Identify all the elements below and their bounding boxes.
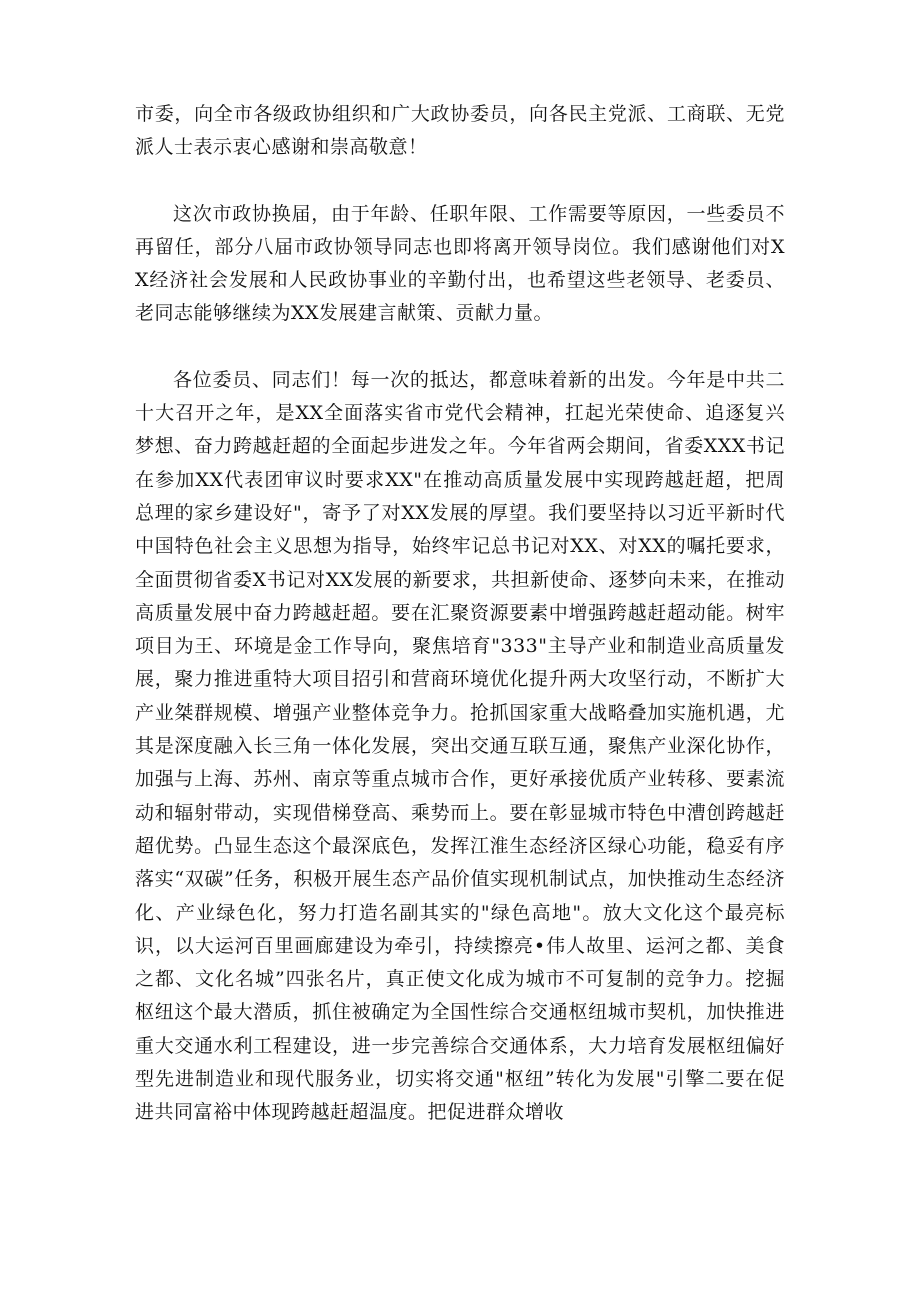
paragraph-1: 市委，向全市各级政协组织和广大政协委员，向各民主党派、工商联、无党派人士表示衷心感谢和崇高敬意！	[135, 103, 785, 159]
paragraph-2: 这次市政协换届，由于年龄、任职年限、工作需要等原因，一些委员不再留任，部分八届市政协领导同志也即将离开领导岗位。我们感谢他们对XX经济社会发展和人民政协事业的辛勤付出，也希望这些老领导、老委员、老同志能够继续为XX发展建言献策、贡献力量。	[135, 202, 785, 325]
document-body	[135, 98, 785, 1163]
paragraph-3: 各位委员、同志们！每一次的抵达，都意味着新的出发。今年是中共二十大召开之年，是XX全面落实省市党代会精神，扛起光荣使命、追逐复兴梦想、奋力跨越赶超的全面起步进发之年。今年省两会期间，省委XXX书记在参加XX代表团审议时要求XX"在推动高质量发展中实现跨越赶超，把周总理的家乡建设好"，寄予了对XX发展的厚望。我们要坚持以习近平新时代中国特色社会主义思想为指导，始终牢记总书记对XX、对XX的嘱托要求，全面贯彻省委X书记对XX发展的新要求，共担新使命、逐梦向未来，在推动高质量发展中奋力跨越赶超。要在汇聚资源要素中增强跨越赶超动能。树牢项目为王、环境是金工作导向，聚焦培育"333"主导产业和制造业高质量发展，聚力推进重特大项目招引和营商环境优化提升两大攻坚行动，不断扩大产业桀群规模、增强产业整体竞争力。抢抓国家重大战略叠加实施机遇，尤其是深度融入长三角一体化发展，突出交通互联互通，聚焦产业深化协作，加强与上海、苏州、南京等重点城市合作，更好承接优质产业转移、要素流动和辐射带动，实现借梯登高、乘势而上。要在彰显城市特色中漕创跨越赶超优势。凸显生态这个最深底色，发挥江淮生态经济区绿心功能，稳妥有序落实“双碳”任务，积极开展生态产品价值实现机制试点，加快推动生态经济化、产业绿色化，努力打造名副其实的"绿色高地"。放大文化这个最亮标识，以大运河百里画廊建设为牵引，持续擦亮•伟人故里、运河之都、美食之都、文化名城”四张名片，真正使文化成为城市不可复制的竞争力。挖掘枢纽这个最大潜质，抓住被确定为全国性综合交通枢纽城市契机，加快推进重大交通水利工程建设，进一步完善综合交通体系，大力培育发展枢纽偏好型先进制造业和现代服务业，切实将交通"枢纽”转化为发展"引擎二要在促进共同富裕中体现跨越赶超温度。把促进群众增收	[135, 368, 785, 1124]
